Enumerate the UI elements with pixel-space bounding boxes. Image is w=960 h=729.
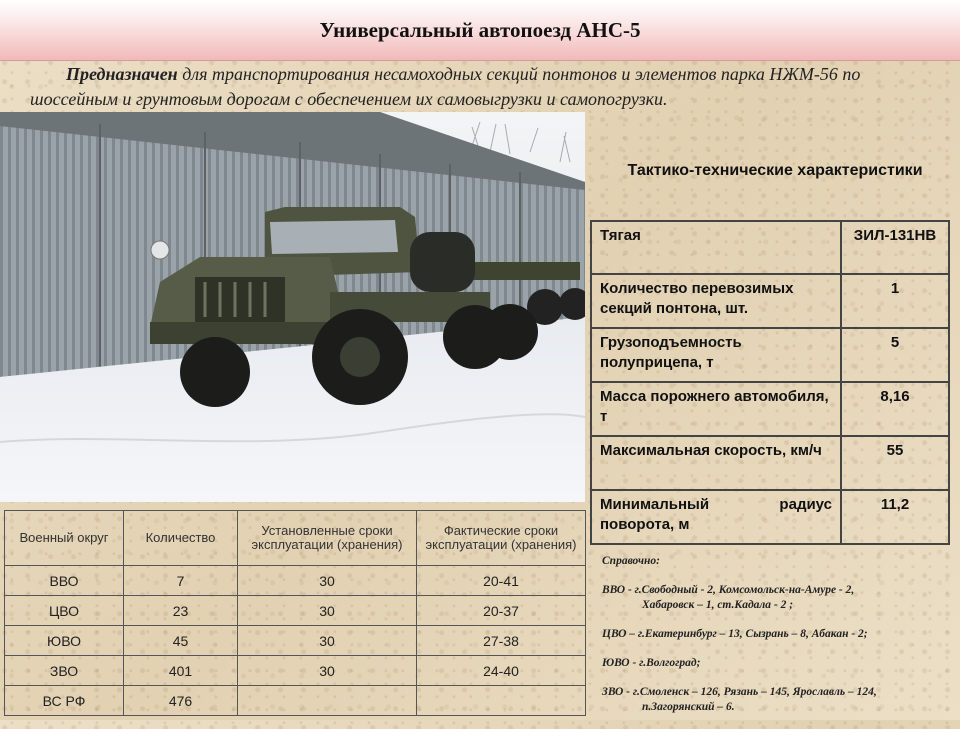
table-row <box>5 686 586 716</box>
table-cell: 30 <box>238 566 417 596</box>
note-zvo <box>602 685 952 715</box>
table-row <box>591 328 949 382</box>
table-cell: 20-37 <box>417 596 586 626</box>
table-cell: 24-40 <box>417 656 586 686</box>
spec-value: ЗИЛ-131НВ <box>841 221 949 274</box>
table-row <box>591 274 949 328</box>
column-header: Фактические сроки эксплуатации (хранения) <box>417 511 586 566</box>
column-header: Военный округ <box>5 511 124 566</box>
note-cvo: ЦВО – г.Екатеринбург – 13, Сызрань – 8, Абакан - 2; <box>602 628 868 640</box>
note-vvo <box>602 583 952 613</box>
purpose-lead: Предназначен <box>66 64 178 84</box>
table-cell: 401 <box>124 656 238 686</box>
spec-value: 1 <box>841 274 949 328</box>
table-cell: 7 <box>124 566 238 596</box>
spec-label-line: Минимальный радиус <box>600 496 832 513</box>
district-table <box>4 510 586 716</box>
table-cell: 476 <box>124 686 238 716</box>
slide-title: Универсальный автопоезд АНС-5 <box>319 18 641 42</box>
table-header-row <box>5 511 586 566</box>
table-cell: ВС РФ <box>5 686 124 716</box>
spec-label: Масса порожнего автомобиля, т <box>591 382 841 436</box>
table-row <box>5 596 586 626</box>
spec-label: Количество перевозимых секций понтона, шт. <box>591 274 841 328</box>
column-header: Количество <box>124 511 238 566</box>
table-cell: 20-41 <box>417 566 586 596</box>
spec-value: 55 <box>841 436 949 490</box>
purpose-text <box>30 62 930 112</box>
purpose-body: для транспортирования несамоходных секций понтонов и элементов парка НЖМ-56 по шоссейным и грунтовым дорогам с обеспечением их самовыгрузки и самопогрузки. <box>30 64 861 109</box>
table-row <box>5 566 586 596</box>
specs-heading: Тактико-технические характеристики <box>627 162 923 179</box>
table-cell: ВВО <box>5 566 124 596</box>
spec-value: 5 <box>841 328 949 382</box>
spec-value: 8,16 <box>841 382 949 436</box>
spec-label-line: поворота, м <box>600 516 690 533</box>
spec-label: Максимальная скорость, км/ч <box>591 436 841 490</box>
title-bar <box>0 0 960 61</box>
door-sign <box>151 241 169 259</box>
table-row <box>5 656 586 686</box>
note-line: п.Загорянский – 6. <box>642 701 735 713</box>
spec-label <box>591 490 841 544</box>
truck-photo-image <box>0 112 585 502</box>
spec-value: 11,2 <box>841 490 949 544</box>
table-cell: 27-38 <box>417 626 586 656</box>
table-row <box>591 490 949 544</box>
column-header: Установленные сроки эксплуатации (хранения) <box>238 511 417 566</box>
table-cell: 23 <box>124 596 238 626</box>
table-cell: ЦВО <box>5 596 124 626</box>
table-cell: 45 <box>124 626 238 656</box>
reference-notes <box>602 554 952 729</box>
note-line: ВВО - г.Свободный - 2, Комсомольск-на-Амуре - 2, <box>602 584 855 596</box>
note-yuvo: ЮВО - г.Волгоград; <box>602 657 701 669</box>
note-line: ЗВО - г.Смоленск – 126, Рязань – 145, Ярославль – 124, <box>602 686 877 698</box>
note-line: Хабаровск – 1, ст.Кадала - 2 ; <box>642 599 794 611</box>
spec-label: Грузоподъемность полуприцепа, т <box>591 328 841 382</box>
table-cell <box>417 686 586 716</box>
table-cell: ЮВО <box>5 626 124 656</box>
table-cell: 30 <box>238 626 417 656</box>
table-row <box>591 382 949 436</box>
table-cell: ЗВО <box>5 656 124 686</box>
table-row <box>5 626 586 656</box>
notes-heading: Справочно: <box>602 555 661 567</box>
truck-photo <box>0 112 585 502</box>
table-cell: 30 <box>238 656 417 686</box>
table-row <box>591 221 949 274</box>
table-cell: 30 <box>238 596 417 626</box>
table-row <box>591 436 949 490</box>
table-cell <box>238 686 417 716</box>
specs-table <box>590 220 950 545</box>
spec-label: Тягая <box>591 221 841 274</box>
